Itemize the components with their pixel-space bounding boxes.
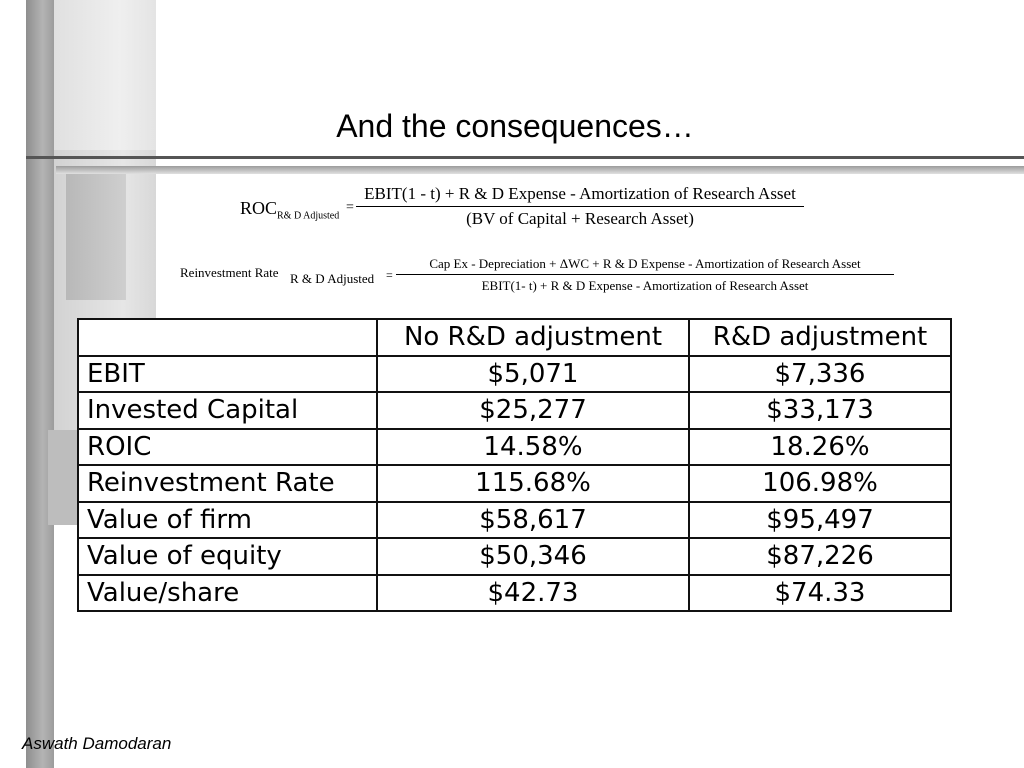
reinvestment-formula-equals: = (386, 268, 393, 282)
comparison-table (77, 318, 952, 612)
table-cell: $50,346 (377, 538, 689, 575)
table-row (78, 429, 951, 466)
title-divider (26, 156, 1024, 159)
title-divider-shadow (56, 166, 1024, 174)
reinvestment-formula-fraction (396, 256, 894, 294)
table-cell: 106.98% (689, 465, 951, 502)
slide-title: And the consequences… (336, 108, 694, 144)
roc-formula-fraction (356, 184, 804, 229)
table-cell: 115.68% (377, 465, 689, 502)
reinvestment-formula-subscript: R & D Adjusted (290, 271, 375, 286)
table-row (78, 356, 951, 393)
decor-bar-small (48, 430, 78, 525)
author-footer: Aswath Damodaran (22, 734, 172, 753)
roc-formula-subscript: R& D Adjusted (277, 210, 340, 222)
table-row (78, 538, 951, 575)
row-label: Reinvestment Rate (78, 465, 377, 502)
table-cell: $87,226 (689, 538, 951, 575)
row-label: Invested Capital (78, 392, 377, 429)
row-label: Value of equity (78, 538, 377, 575)
table-row (78, 465, 951, 502)
row-label: ROIC (78, 429, 377, 466)
table-cell: 18.26% (689, 429, 951, 466)
reinvestment-formula-lhs: Reinvestment Rate (180, 265, 279, 280)
row-label: Value/share (78, 575, 377, 612)
table-header-cell: No R&D adjustment (377, 319, 689, 356)
table-cell: $7,336 (689, 356, 951, 393)
table-header-cell: R&D adjustment (689, 319, 951, 356)
roc-formula-equals: = (346, 200, 354, 215)
table-cell: $33,173 (689, 392, 951, 429)
decor-bar-inner (66, 170, 126, 300)
table-cell: $95,497 (689, 502, 951, 539)
table-row (78, 502, 951, 539)
roc-formula-lhs: $ROC_{R\& D Adjusted}$ (240, 198, 340, 222)
roc-formula-numerator: EBIT(1 - t) + R & D Expense - Amortization of Research Asset (356, 184, 804, 207)
reinvestment-formula-numerator: Cap Ex - Depreciation + ΔWC + R & D Expense - Amortization of Research Asset (396, 256, 894, 275)
table-cell: $25,277 (377, 392, 689, 429)
table-header-cell (78, 319, 377, 356)
roc-formula-denominator: (BV of Capital + Research Asset) (466, 209, 694, 228)
table-cell: $42.73 (377, 575, 689, 612)
row-label: EBIT (78, 356, 377, 393)
table-cell: $74.33 (689, 575, 951, 612)
table-cell: $58,617 (377, 502, 689, 539)
table-row (78, 392, 951, 429)
table-cell: 14.58% (377, 429, 689, 466)
row-label: Value of firm (78, 502, 377, 539)
reinvestment-formula-denominator: EBIT(1- t) + R & D Expense - Amortization of Research Asset (481, 278, 809, 293)
table-row (78, 575, 951, 612)
table-header-row (78, 319, 951, 356)
table-cell: $5,071 (377, 356, 689, 393)
